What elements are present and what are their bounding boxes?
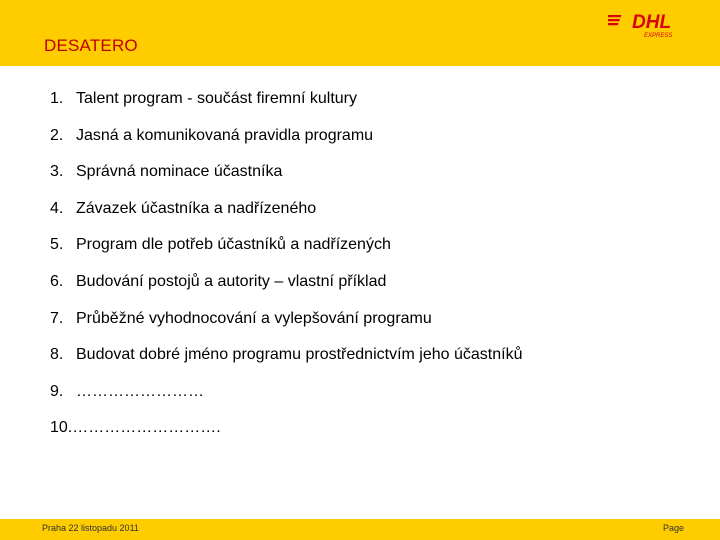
list-item: 5. Program dle potřeb účastníků a nadřízených: [50, 236, 391, 254]
page-label: Page: [662, 523, 684, 533]
svg-text:EXPRESS: EXPRESS: [644, 33, 673, 38]
svg-text:DHL: DHL: [632, 12, 672, 33]
list-item: 8. Budovat dobré jméno programu prostřednictvím jeho účastníků: [50, 346, 523, 364]
list-item: 10.……………………….: [50, 419, 221, 437]
footer-bar: [0, 519, 720, 540]
principles-list: [50, 90, 522, 456]
dhl-logo-icon: [608, 8, 694, 38]
header-bar: [0, 0, 720, 66]
list-item: 4. Závazek účastníka a nadřízeného: [50, 199, 317, 217]
slide-title: DESATERO: [44, 36, 138, 55]
list-item: 2. Jasná a komunikovaná pravidla programu: [50, 126, 374, 144]
list-item: 9. ……………………: [50, 382, 204, 400]
list-item: 1. Talent program - součást firemní kultury: [50, 90, 357, 107]
list-item: 3. Správná nominace účastníka: [50, 163, 283, 181]
footer-date: Praha 22 listopadu 2011: [42, 523, 139, 533]
list-item: 7. Průběžné vyhodnocování a vylepšování programu: [50, 309, 432, 327]
list-item: 6. Budování postojů a autority – vlastní příklad: [50, 272, 387, 290]
